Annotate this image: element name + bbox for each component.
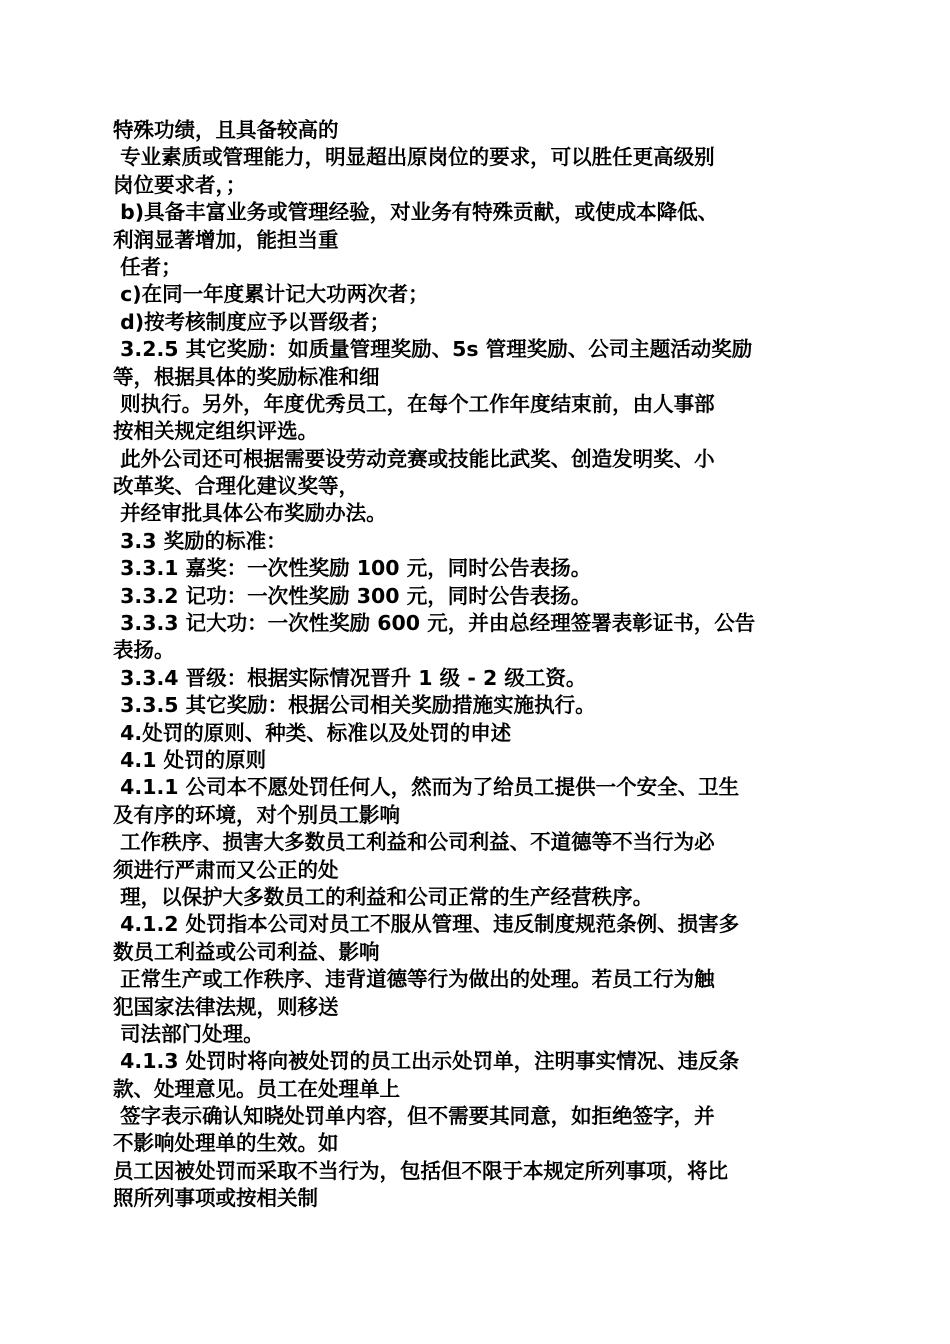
text-line: 等，根据具体的奖励标准和细	[113, 364, 380, 389]
document-body	[113, 117, 835, 1213]
text-line: 3.3.1 嘉奖：一次性奖励 100 元，同时公告表扬。	[113, 556, 592, 581]
text-line: 此外公司还可根据需要设劳动竞赛或技能比武奖、创造发明奖、小	[113, 446, 715, 471]
text-line: 则执行。另外，年度优秀员工，在每个工作年度结束前，由人事部	[113, 391, 715, 416]
text-line: 改革奖、合理化建议奖等，	[113, 474, 359, 499]
text-line: 3.3.2 记功：一次性奖励 300 元，同时公告表扬。	[113, 583, 592, 608]
text-line: 照所列事项或按相关制	[113, 1186, 318, 1211]
text-line: 犯国家法律法规，则移送	[113, 994, 339, 1019]
text-line: 款、处理意见。员工在处理单上	[113, 1076, 400, 1101]
text-line: 岗位要求者，；	[113, 172, 247, 197]
text-line: 须进行严肃而又公正的处	[113, 857, 339, 882]
text-line: 理，以保护大多数员工的利益和公司正常的生产经营秩序。	[113, 884, 654, 909]
text-line: 3.3 奖励的标准：	[113, 528, 287, 553]
text-line: 表扬。	[113, 638, 175, 663]
text-line: 特殊功绩，且具备较高的	[113, 118, 339, 142]
text-line: 及有序的环境，对个别员工影响	[113, 802, 400, 827]
text-line: 并经审批具体公布奖励办法。	[113, 501, 387, 526]
text-line: 工作秩序、损害大多数员工利益和公司利益、不道德等不当行为必	[113, 830, 715, 855]
text-line: 不影响处理单的生效。如	[113, 1131, 339, 1156]
text-line: 4.处罚的原则、种类、标准以及处罚的申述	[113, 720, 512, 745]
text-line: c)在同一年度累计记大功两次者；	[113, 282, 429, 307]
text-line: 3.2.5 其它奖励：如质量管理奖励、5s 管理奖励、公司主题活动奖励	[113, 337, 753, 362]
text-line: 3.3.5 其它奖励：根据公司相关奖励措施实施执行。	[113, 693, 596, 718]
text-line: 司法部门处理。	[113, 1021, 264, 1046]
text-line: 4.1 处罚的原则	[113, 747, 267, 772]
text-line: 3.3.4 晋级：根据实际情况晋升 1 级 - 2 级工资。	[113, 665, 587, 690]
text-line: 4.1.2 处罚指本公司对员工不服从管理、违反制度规范条例、损害多	[113, 912, 740, 937]
text-line: d)按考核制度应予以晋级者；	[113, 309, 391, 334]
text-line: 签字表示确认知晓处罚单内容，但不需要其同意，如拒绝签字，并	[113, 1104, 715, 1129]
text-line: b)具备丰富业务或管理经验，对业务有特殊贡献，或使成本降低、	[113, 200, 719, 225]
text-line: 利润显著增加，能担当重	[113, 227, 339, 252]
text-line: 4.1.3 处罚时将向被处罚的员工出示处罚单，注明事实情况、违反条	[113, 1049, 740, 1074]
text-line: 员工因被处罚而采取不当行为，包括但不限于本规定所列事项，将比	[113, 1158, 728, 1183]
text-line: 专业素质或管理能力，明显超出原岗位的要求，可以胜任更高级别	[113, 145, 715, 170]
text-line: 数员工利益或公司利益、影响	[113, 939, 380, 964]
text-line: 3.3.3 记大功：一次性奖励 600 元，并由总经理签署表彰证书，公告	[113, 611, 756, 636]
text-line: 4.1.1 公司本不愿处罚任何人，然而为了给员工提供一个安全、卫生	[113, 775, 740, 800]
text-line: 正常生产或工作秩序、违背道德等行为做出的处理。若员工行为触	[113, 967, 715, 992]
text-line: 任者；	[113, 254, 182, 279]
text-line: 按相关规定组织评选。	[113, 419, 318, 444]
